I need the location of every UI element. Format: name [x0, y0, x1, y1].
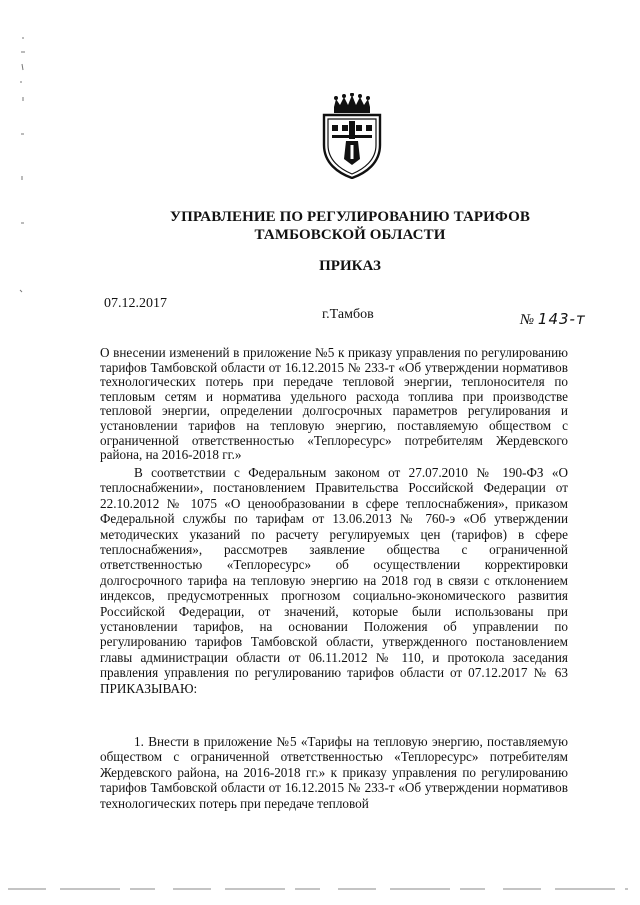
handwritten-number: 143-т: [537, 310, 586, 328]
order-item-1: 1. Внести в приложение №5 «Тарифы на тепловую энергию, поставляемую обществом с ограниченной ответственностью «Теплоресурс» потребителям Жердевского района, на 2016-2018 гг.» к приказу управления по регулированию тарифов Тамбовской области от 16.12.2015 № 233-т «Об утверждении нормативов технологических потерь при передаче тепловой: [100, 734, 568, 811]
number-sign: №: [520, 312, 535, 328]
document-date: 07.12.2017: [104, 296, 167, 311]
scan-bottom-dashes: [8, 888, 628, 890]
document-number: [520, 310, 586, 329]
document-type-title: ПРИКАЗ: [319, 258, 381, 274]
order-subject: О внесении изменений в приложение №5 к приказу управления по регулированию тарифов Тамбовской области от 16.12.2015 № 233-т «Об утверждении нормативов технологических потерь при передаче тепловой энергии, теплоносителя по тепловым сетям и норматива удельного расхода топлива при производстве тепловой энергии, определении долгосрочных параметров регулирования и установлении тарифов на тепловую энергию, поставляемую обществом с ограниченной ответственностью «Теплоресурс» потребителям Жердевского района, на 2016-2018 гг.»: [100, 345, 568, 463]
preamble-paragraph: В соответствии с Федеральным законом от 27.07.2010 № 190-ФЗ «О теплоснабжении», постановлением Правительства Российской Федерации от 22.10.2012 № 1075 «О ценообразовании в сфере теплоснабжения», приказом Федеральной службы по тарифам от 13.06.2013 № 760-э «Об утверждении методических указаний по расчету регулируемых цен (тарифов) в сфере теплоснабжения», рассмотрев заявление общества с ограниченной ответственностью «Теплоресурс» об осуществлении корректировки долгосрочного тарифа на тепловую энергию на 2018 год в связи с отклонением индексов, предусмотренных прогнозом социально-экономического развития Российской Федерации, от значений, которые были использованы при установлении тарифов, на основании Положения об управлении по регулированию тарифов Тамбовской области, утвержденного постановлением главы администрации области от 06.11.2012 № 110, и протокола заседания правления управления по регулированию тарифов области от 07.12.2017 № 63 ПРИКАЗЫВАЮ:: [100, 465, 568, 696]
authority-name-line-1: УПРАВЛЕНИЕ ПО РЕГУЛИРОВАНИЮ ТАРИФОВ: [170, 209, 530, 225]
tambov-coat-of-arms-icon: [318, 93, 386, 179]
authority-name-line-2: ТАМБОВСКОЙ ОБЛАСТИ: [254, 227, 446, 243]
document-city: г.Тамбов: [322, 307, 374, 322]
